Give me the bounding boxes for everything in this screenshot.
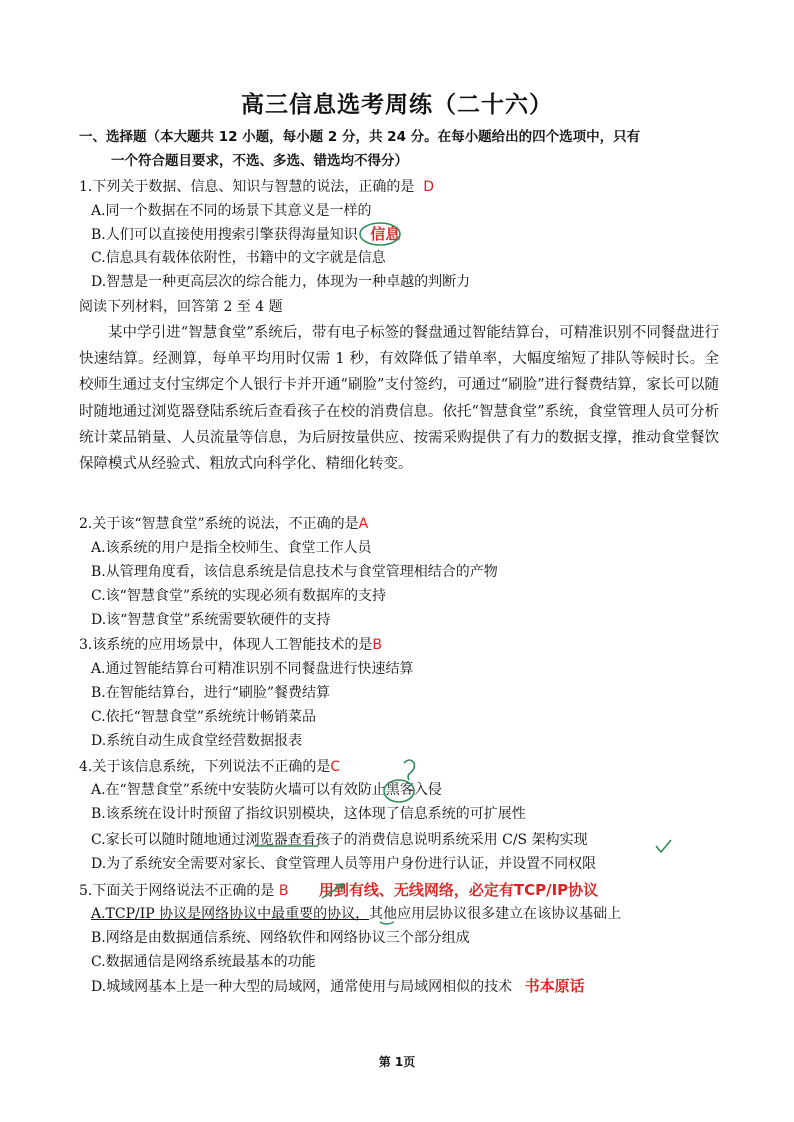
question-4-option-b: B.该系统在设计时预留了指纹识别模块，这体现了信息系统的可扩展性 bbox=[91, 806, 526, 822]
question-5-option-a-rest: 其他应用层协议很多建立在该协议基础上 bbox=[369, 906, 622, 922]
question-2-option-a: A.该系统的用户是指全校师生、食堂工作人员 bbox=[91, 540, 372, 556]
page-footer: 第 1页 bbox=[378, 1055, 416, 1069]
question-4 bbox=[79, 757, 340, 777]
reading-intro: 阅读下列材料，回答第 2 至 4 题 bbox=[79, 299, 283, 315]
reading-passage: 某中学引进“智慧食堂”系统后，带有电子标签的餐盘通过智能结算台，可精准识别不同餐盘进行快速结算。经测算，每单平均用时仅需 1 秒，有效降低了错单率，大幅度缩短了排队等候时长。全校师生通过支付宝绑定个人银行卡并开通“刷脸”支付签约，可通过“刷脸”进行餐费结算，家长可以随时随地通过浏览器登陆系统后查看孩子在校的消费信息。依托“智慧食堂”系统，食堂管理人员可分析统计菜品销量、人员流量等信息，为后厨按量供应、按需采购提供了有力的数据支撑，推动食堂餐饮保障模式从经验式、粗放式向科学化、精细化转变。 bbox=[79, 325, 719, 473]
question-2-option-b: B.从管理角度看，该信息系统是信息技术与食堂管理相结合的产物 bbox=[91, 564, 498, 580]
question-5-option-d bbox=[91, 976, 585, 997]
question-1-option-c: C.信息具有载体依附性，书籍中的文字就是信息 bbox=[91, 250, 386, 266]
question-1-stem: 1.下列关于数据、信息、知识与智慧的说法，正确的是 bbox=[79, 179, 415, 195]
question-3-option-d: D.系统自动生成食堂经营数据报表 bbox=[91, 733, 303, 749]
question-5-annotation-2: 书本原话 bbox=[524, 977, 585, 995]
question-1-option-b bbox=[91, 224, 400, 245]
question-5-annotation: 用到有线、无线网络，必定有TCP/IP协议 bbox=[318, 881, 599, 899]
question-3-option-c: C.依托“智慧食堂”系统统计畅销菜品 bbox=[91, 709, 316, 725]
question-2-answer: A bbox=[358, 516, 369, 532]
question-1-annotation: 信息 bbox=[370, 225, 401, 243]
question-mark-handwritten bbox=[404, 760, 414, 780]
question-5-option-a-underlined: A.TCP/IP 协议是网络协议中最重要的协议， bbox=[91, 906, 370, 922]
question-2-option-c: C.该“智慧食堂”系统的实现必须有数据库的支持 bbox=[91, 588, 386, 604]
question-5-option-a bbox=[91, 904, 621, 924]
question-3-option-b: B.在智能结算台，进行“刷脸”餐费结算 bbox=[91, 685, 331, 701]
question-3-option-a: A.通过智能结算台可精准识别不同餐盘进行快速结算 bbox=[91, 661, 414, 677]
question-1-option-b-text: B.人们可以直接使用搜索引擎获得海量知识 bbox=[91, 227, 358, 243]
question-3-stem: 3.该系统的应用场景中，体现人工智能技术的是 bbox=[79, 637, 373, 653]
question-4-option-c: C.家长可以随时随地通过浏览器查看孩子的消费信息说明系统采用 C/S 架构实现 bbox=[91, 832, 588, 848]
question-4-option-d: D.为了系统安全需要对家长、食堂管理人员等用户身份进行认证，并设置不同权限 bbox=[91, 856, 597, 872]
question-5-option-b: B.网络是由数据通信系统、网络软件和网络协议三个部分组成 bbox=[91, 930, 470, 946]
question-2-stem: 2.关于该“智慧食堂”系统的说法，不正确的是 bbox=[79, 516, 359, 532]
question-2-option-d: D.该“智慧食堂”系统需要软硬件的支持 bbox=[91, 612, 331, 628]
question-4-option-a: A.在“智慧食堂”系统中安装防火墙可以有效防止黑客入侵 bbox=[91, 782, 442, 798]
question-5-option-d-text: D.城域网基本上是一种大型的局域网，通常使用与局域网相似的技术 bbox=[91, 979, 513, 995]
question-4-stem: 4.关于该信息系统，下列说法不正确的是 bbox=[79, 759, 331, 775]
question-5 bbox=[79, 880, 598, 901]
question-2 bbox=[79, 514, 368, 534]
check-mark bbox=[656, 840, 671, 852]
question-5-answer: B bbox=[278, 883, 289, 899]
question-3 bbox=[79, 635, 382, 655]
section-heading-line1: 一、选择题（本大题共 12 小题，每小题 2 分，共 24 分。在每小题给出的四个选项中，只有 bbox=[79, 129, 641, 145]
question-4-answer: C bbox=[330, 759, 341, 775]
question-5-option-c: C.数据通信是网络系统最基本的功能 bbox=[91, 954, 316, 970]
question-1-option-d: D.智慧是一种更高层次的综合能力，体现为一种卓越的判断力 bbox=[91, 274, 471, 290]
question-3-answer: B bbox=[372, 637, 382, 653]
page-title: 高三信息选考周练（二十六） bbox=[241, 92, 553, 118]
section-heading-line2: 一个符合题目要求，不选、多选、错选均不得分） bbox=[111, 153, 408, 169]
question-1-answer: D bbox=[423, 179, 435, 195]
question-1-option-a: A.同一个数据在不同的场景下其意义是一样的 bbox=[91, 203, 372, 219]
question-5-stem: 5.下面关于网络说法不正确的是 bbox=[79, 883, 275, 899]
question-1 bbox=[79, 177, 434, 197]
